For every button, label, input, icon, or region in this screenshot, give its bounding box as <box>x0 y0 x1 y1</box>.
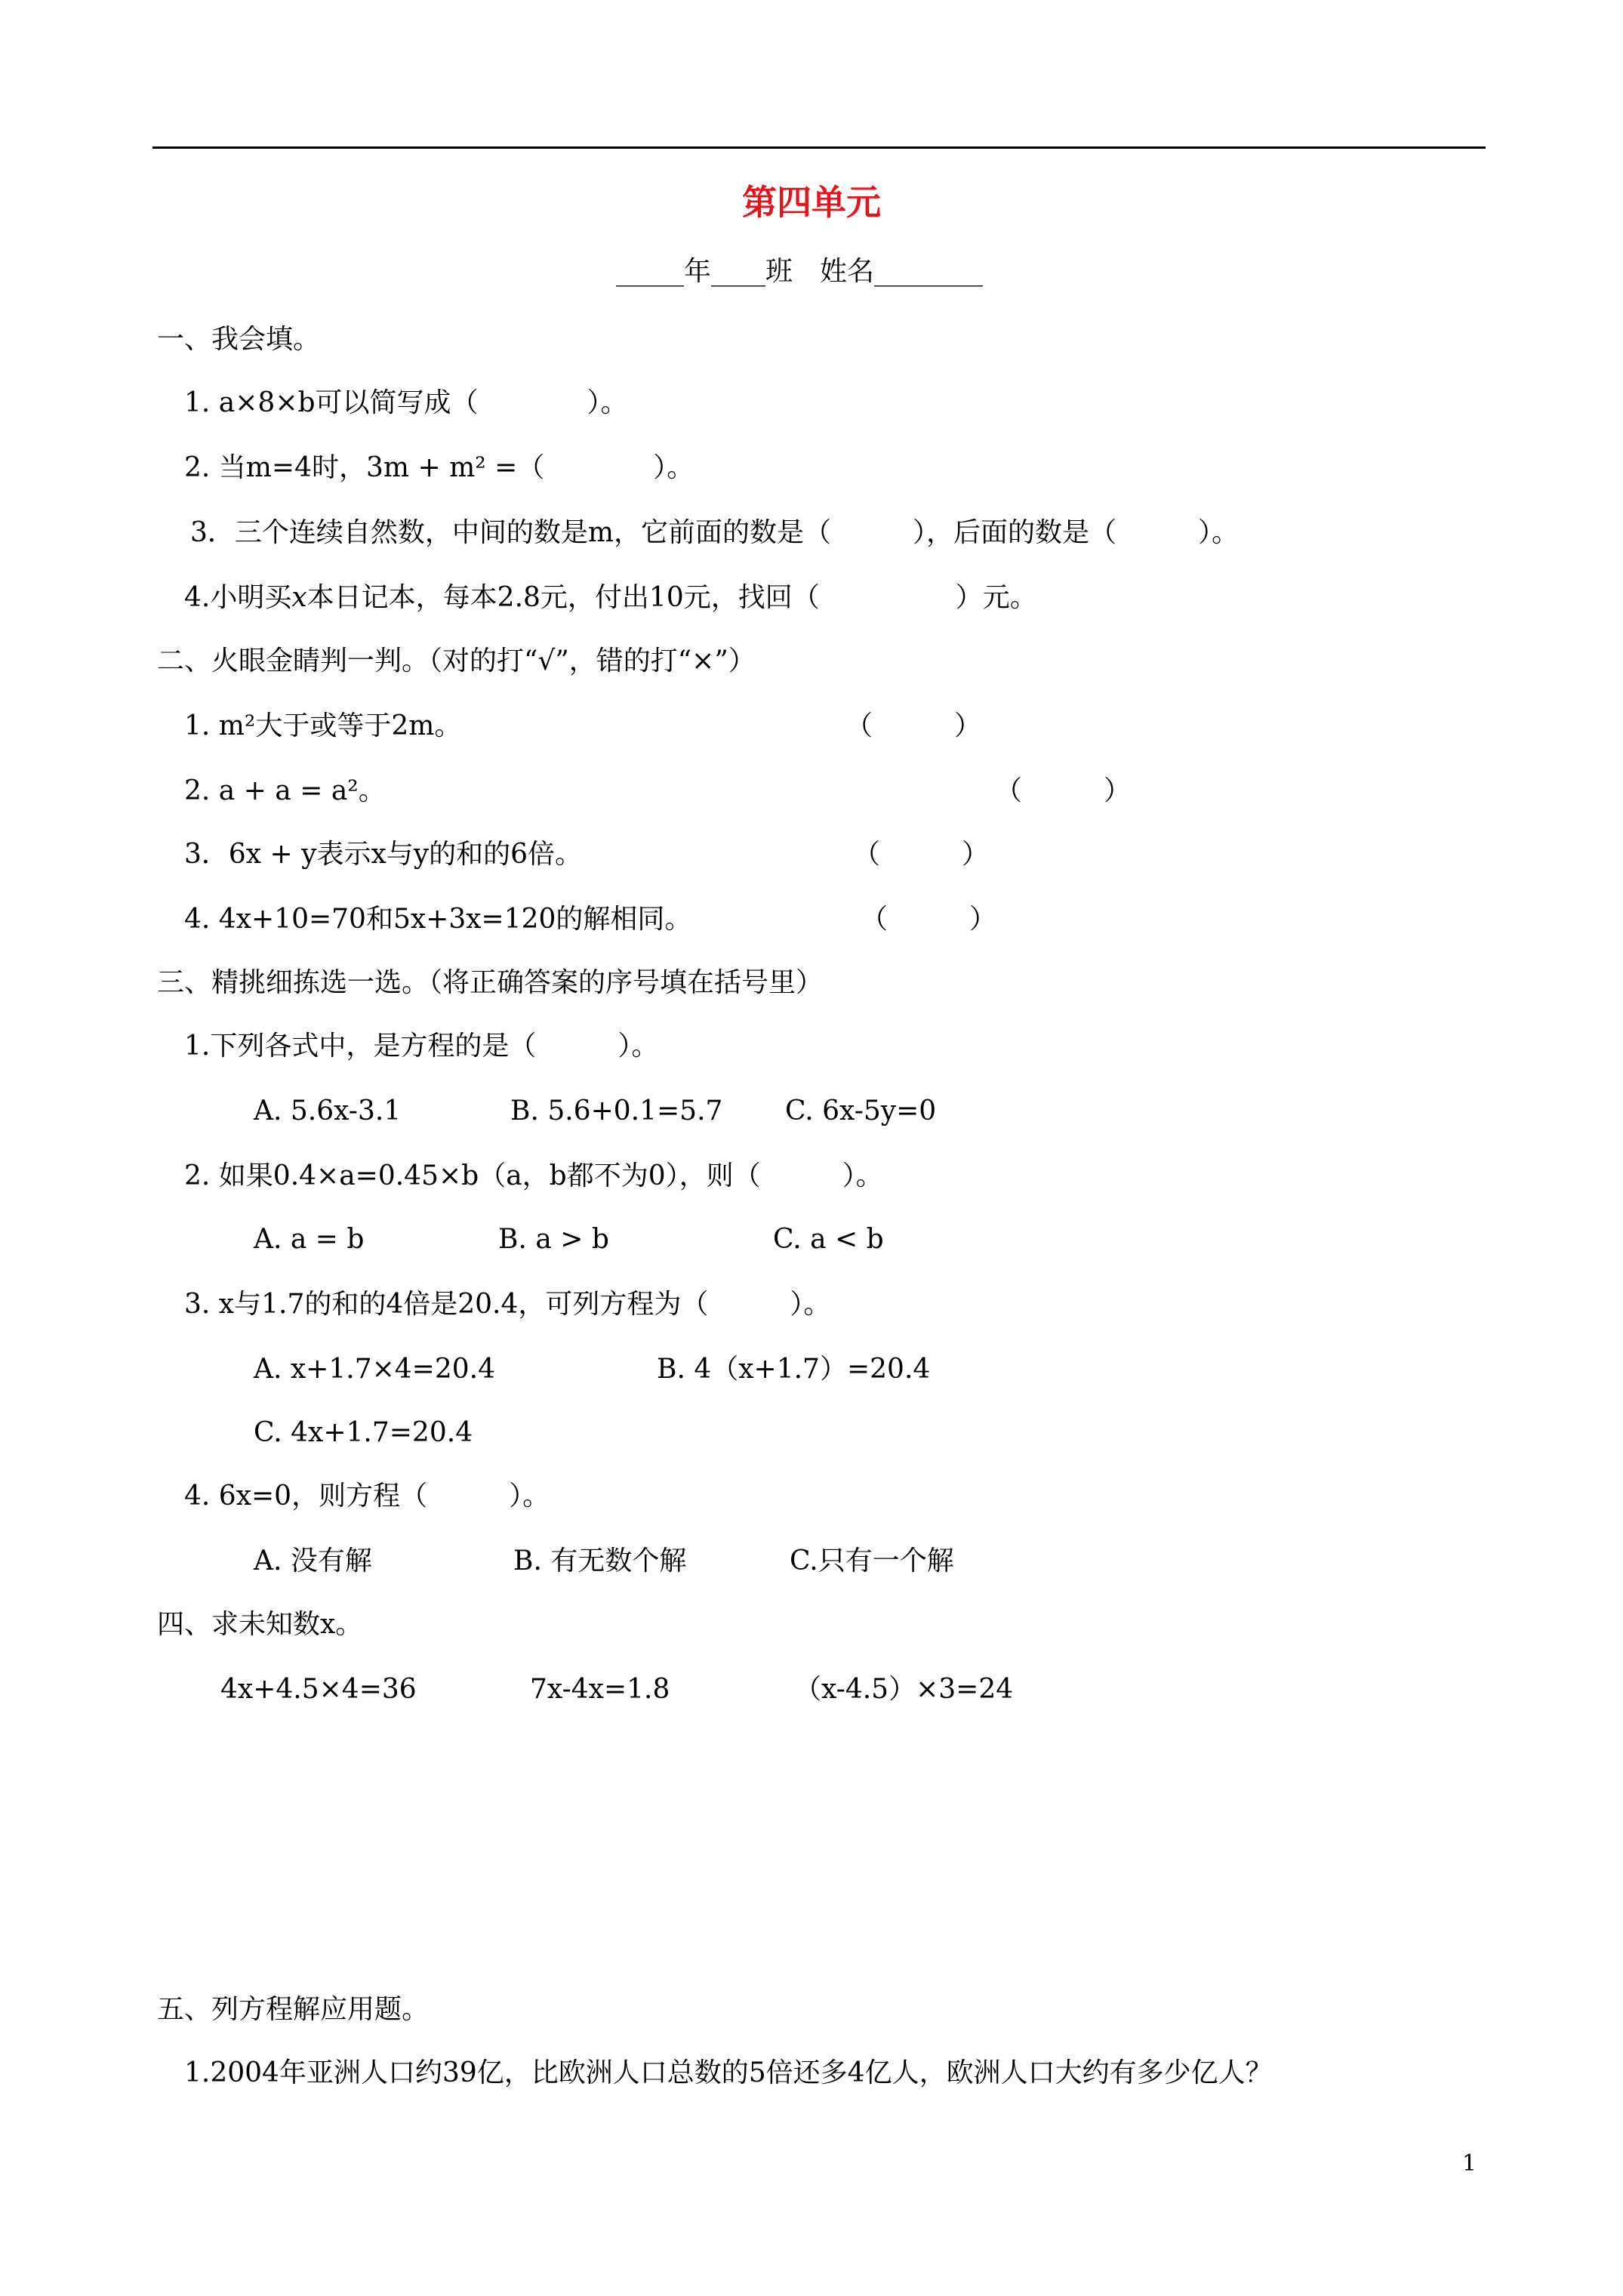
section-4-heading: 四、求未知数x。 <box>157 1609 363 1640</box>
s3-q3-option-a: A. x+1.7×4=20.4 <box>254 1354 495 1385</box>
s2-question-3: 3．6x + y表示x与y的和的6倍。 <box>184 839 583 870</box>
s3-q3-option-b: B. 4（x+1.7）=20.4 <box>657 1354 931 1385</box>
student-info-line: _____年____班 姓名________ <box>616 256 984 287</box>
section-2-heading: 二、火眼金睛判一判。（对的打“√”，错的打“×”） <box>157 646 756 676</box>
s1-question-2: 2. 当m=4时，3m + m² =（ ）。 <box>184 452 694 483</box>
s3-q4-option-a: A. 没有解 <box>254 1546 372 1576</box>
s3-q2-option-a: A. a = b <box>254 1224 365 1255</box>
s3-q1-option-b: B. 5.6+0.1=5.7 <box>510 1096 723 1126</box>
page-title: 第四单元 <box>742 182 881 223</box>
s2-question-2: 2. a + a = a²。 <box>184 775 386 806</box>
variable-x: x <box>291 582 307 613</box>
s1-question-3: 3．三个连续自然数，中间的数是m，它前面的数是（ ），后面的数是（ ）。 <box>190 517 1240 548</box>
s1-question-1: 1. a×8×b可以简写成（ ）。 <box>184 387 628 418</box>
s3-q3-option-c: C. 4x+1.7=20.4 <box>254 1417 473 1448</box>
s1-q4-part-b: 本日记本，每本2.8元，付出10元，找回（ ）元。 <box>306 582 1037 613</box>
s2-question-4: 4. 4x+10=70和5x+3x=120的解相同。 <box>184 904 692 935</box>
section-3-heading: 三、精挑细拣选一选。（将正确答案的序号填在括号里） <box>157 967 824 998</box>
s3-question-3: 3. x与1.7的和的4倍是20.4，可列方程为（ ）。 <box>184 1289 831 1320</box>
section-5-heading: 五、列方程解应用题。 <box>157 1994 430 2025</box>
s2-q3-answer-paren: （ ） <box>853 839 990 870</box>
s4-equation-3: （x-4.5）×3=24 <box>794 1674 1014 1705</box>
s2-q4-answer-paren: （ ） <box>861 904 997 935</box>
s2-q1-answer-paren: （ ） <box>845 710 982 741</box>
section-1-heading: 一、我会填。 <box>157 324 321 355</box>
s4-equation-1: 4x+4.5×4=36 <box>220 1674 417 1705</box>
s3-q1-option-c: C. 6x-5y=0 <box>785 1096 937 1126</box>
s3-question-2: 2. 如果0.4×a=0.45×b（a，b都不为0），则（ ）。 <box>184 1160 883 1191</box>
s3-q2-option-b: B. a > b <box>498 1224 609 1255</box>
s1-q4-part-a: 4.小明买 <box>184 582 292 613</box>
s3-q4-option-b: B. 有无数个解 <box>513 1546 687 1576</box>
s5-question-1: 1.2004年亚洲人口约39亿，比欧洲人口总数的5倍还多4亿人，欧洲人口大约有多少亿人？ <box>184 2057 1273 2088</box>
s3-question-1: 1.下列各式中，是方程的是（ ）。 <box>184 1031 659 1062</box>
page-number: 1 <box>1461 2150 1477 2177</box>
s3-q1-option-a: A. 5.6x-3.1 <box>254 1096 402 1126</box>
s4-equation-2: 7x-4x=1.8 <box>530 1674 670 1705</box>
s1-question-4 <box>184 581 1037 615</box>
header-rule <box>152 146 1486 149</box>
s3-q4-option-c: C.只有一个解 <box>790 1546 954 1576</box>
s3-question-4: 4. 6x=0，则方程（ ）。 <box>184 1481 550 1512</box>
s3-q2-option-c: C. a < b <box>773 1224 884 1255</box>
s2-q2-answer-paren: （ ） <box>995 775 1132 806</box>
s2-question-1: 1. m²大于或等于2m。 <box>184 710 462 741</box>
